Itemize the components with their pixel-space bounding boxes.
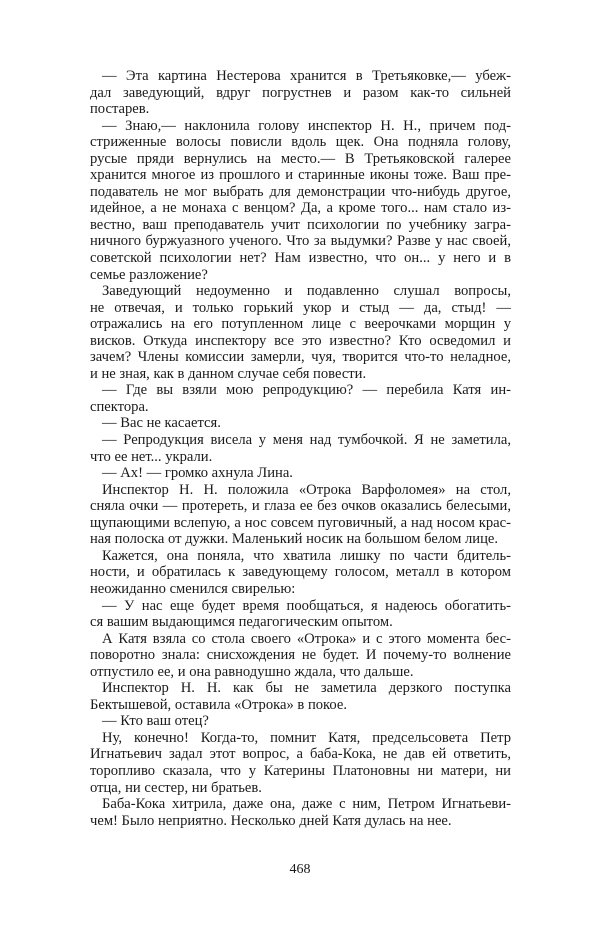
text-line: стриженные волосы повисли вдоль щек. Она подняла голову, — [90, 134, 511, 151]
paragraph — [90, 713, 511, 730]
text-line: спектора. — [90, 398, 149, 415]
paragraph — [90, 432, 511, 465]
text-line: подаватель не мог выбрать для демонстрации что-нибудь другое, — [90, 183, 511, 200]
text-line: — Репродукция висела у меня над тумбочкой. Я не заметила, — [102, 432, 511, 449]
text-line: — Эта картина Нестерова хранится в Третьяковке,— убеж- — [102, 68, 511, 84]
paragraph — [90, 382, 511, 415]
text-line: отражались на его потупленном лице с веерочками морщин у — [90, 316, 511, 333]
text-line: А Катя взяла со стола своего «Отрока» и с этого момента бес- — [102, 630, 511, 647]
text-line: советской психологии нет? Нам известно, что он... у него и в — [90, 250, 511, 267]
text-line: Кажется, она поняла, что хватила лишку по части бдитель- — [102, 547, 511, 564]
text-line: поворотно знала: снисхождения не будет. И почему-то волнение — [90, 647, 511, 664]
paragraph — [90, 482, 511, 548]
text-line: отца, ни сестер, ни братьев. — [90, 779, 262, 796]
text-line: Бектышевой, оставила «Отрока» в покое. — [90, 696, 348, 713]
text-line: и не зная, как в данном случае себя повести. — [90, 365, 367, 382]
paragraph — [90, 283, 511, 382]
text-line: чем! Было неприятно. Несколько дней Катя дулась на нее. — [90, 812, 452, 829]
paragraph — [90, 118, 511, 283]
paragraph — [90, 548, 511, 598]
text-line: семье разложение? — [90, 266, 208, 283]
text-line: висков. Откуда инспектору все это известно? Кто осведомил и — [90, 332, 511, 349]
text-line: Баба-Кока хитрила, даже она, даже с ним, Петром Игнатьеви- — [102, 796, 511, 813]
text-line: — Ах! — громко ахнула Лина. — [102, 465, 293, 482]
text-line: ности, и обратилась к заведующему голосом, металл в котором — [90, 564, 511, 581]
text-line: постарев. — [90, 101, 150, 118]
text-line: неожиданно сменился свирелью: — [90, 580, 296, 597]
text-line: ся вашим выдающимся педагогическим опытом. — [90, 614, 393, 631]
paragraph — [90, 730, 511, 796]
paragraph — [90, 680, 511, 713]
text-line: Инспектор Н. Н. как бы не заметила дерзкого поступка — [102, 680, 511, 697]
text-line: вестно, ваш преподаватель учит психологии по учебнику загра- — [90, 216, 511, 233]
text-line: отпустило ее, и она равнодушно ждала, что дальше. — [90, 663, 414, 680]
text-line: — У нас еще будет время пообщаться, я надеюсь обогатить- — [102, 597, 511, 614]
text-line: сняла очки — протереть, и глаза ее без очков оказались белесыми, — [90, 498, 511, 515]
page-body — [90, 68, 511, 829]
text-line: зачем? Члены комиссии замерли, чуя, творится что-то неладное, — [90, 349, 511, 366]
text-line: хранится многое из прошлого и старинные иконы тоже. Ваш пре- — [90, 167, 511, 184]
text-line: не отвечая, и только горький укор и стыд — да, стыд! — — [90, 299, 511, 316]
text-line: что ее нет... украли. — [90, 448, 213, 465]
text-line: щупающими вслепую, а нос совсем пуговичный, а над носом крас- — [90, 514, 511, 531]
text-line: идейное, а не монаха с венцом? Да, а кроме того... нам стало из- — [90, 200, 511, 217]
text-line: русые пряди вернулись на место.— В Третьяковской галерее — [90, 150, 511, 167]
text-line: Ну, конечно! Когда-то, помнит Катя, предсельсовета Петр — [102, 729, 511, 746]
paragraph — [90, 415, 511, 432]
text-line: — Знаю,— наклонила голову инспектор Н. Н., причем под- — [102, 117, 511, 134]
paragraph — [90, 465, 511, 482]
text-line: ничного буржуазного ученого. Что за выдумки? Разве у нас своей, — [90, 233, 511, 250]
text-line: — Где вы взяли мою репродукцию? — перебила Катя ин- — [102, 382, 511, 399]
text-line: Заведующий недоуменно и подавленно слушал вопросы, — [102, 283, 511, 300]
paragraph — [90, 598, 511, 631]
paragraph — [90, 68, 511, 118]
text-line: торопливо сказала, что у Катерины Платоновны ни матери, ни — [90, 762, 511, 779]
paragraph — [90, 796, 511, 829]
text-line: Инспектор Н. Н. положила «Отрока Варфоломея» на стол, — [102, 481, 511, 498]
text-line: дал заведующий, вдруг погрустнев и разом как-то сильней — [90, 84, 511, 101]
paragraph — [90, 631, 511, 681]
text-line: Игнатьевич задал этот вопрос, а баба-Кока, не дав ей ответить, — [90, 746, 511, 763]
text-line: — Вас не касается. — [102, 415, 221, 432]
page-number: 468 — [289, 862, 311, 877]
text-line: ная полоска от дужки. Маленький носик на большом белом лице. — [90, 531, 499, 548]
text-line: — Кто ваш отец? — [102, 713, 209, 730]
